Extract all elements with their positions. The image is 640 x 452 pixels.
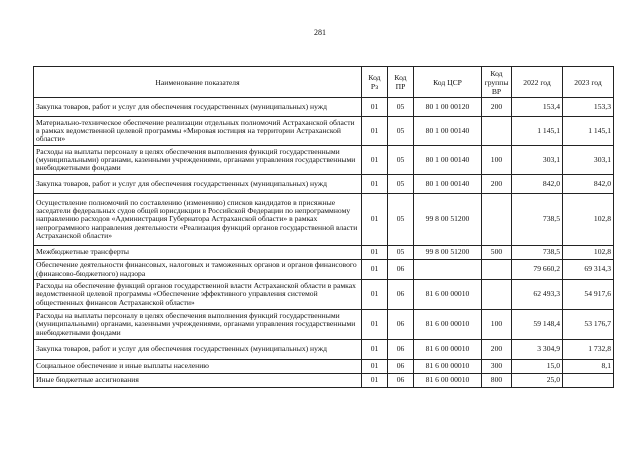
row-vr: [482, 260, 512, 280]
row-rz: 01: [362, 98, 388, 117]
row-2023: 1 145,1: [563, 117, 614, 146]
row-csr: 99 8 00 51200: [414, 194, 482, 246]
row-csr: 81 6 00 00010: [414, 280, 482, 310]
row-pr: 05: [388, 117, 414, 146]
row-csr: 80 1 00 00120: [414, 98, 482, 117]
row-rz: 01: [362, 374, 388, 388]
row-2023: 1 732,8: [563, 340, 614, 360]
table-row: [34, 98, 614, 117]
header-name: Наименование показателя: [34, 67, 362, 98]
header-2023: 2023 год: [563, 67, 614, 98]
row-rz: 01: [362, 194, 388, 246]
row-2023: 69 314,3: [563, 260, 614, 280]
row-vr: 100: [482, 310, 512, 340]
row-2023: 153,3: [563, 98, 614, 117]
row-2022: 303,1: [512, 146, 563, 175]
table-row: [34, 194, 614, 246]
row-rz: 01: [362, 360, 388, 374]
row-pr: 06: [388, 340, 414, 360]
row-2022: 1 145,1: [512, 117, 563, 146]
row-vr: [482, 117, 512, 146]
row-vr: [482, 194, 512, 246]
row-rz: 01: [362, 280, 388, 310]
row-pr: 06: [388, 360, 414, 374]
row-2022: 153,4: [512, 98, 563, 117]
row-name: Осуществление полномочий по составлению (изменению) списков кандидатов в присяжные заседатели федеральных судов общей юрисдикции в Российской Федерации по непрограммному направлению расходов «Администрация Губернатора Астраханской области» в рамках непрограммного направления деятельности «Реализация функций органов государственной власти Астраханской области»: [34, 194, 362, 246]
row-pr: 05: [388, 246, 414, 260]
row-2022: 15,0: [512, 360, 563, 374]
row-rz: 01: [362, 310, 388, 340]
header-rz: Код Рз: [362, 67, 388, 98]
row-csr: 99 8 00 51200: [414, 246, 482, 260]
row-name: Межбюджетные трансферты: [34, 246, 362, 260]
row-name: Расходы на обеспечение функций органов государственной власти Астраханской области в рамках ведомственной целевой программы «Обеспечение эффективного управления системой общественных финансов Астраханской области»: [34, 280, 362, 310]
row-2022: 79 660,2: [512, 260, 563, 280]
row-2023: 303,1: [563, 146, 614, 175]
page-number: 281: [314, 28, 326, 37]
row-rz: 01: [362, 246, 388, 260]
header-2022: 2022 год: [512, 67, 563, 98]
row-2023: 54 917,6: [563, 280, 614, 310]
table-header-row: [34, 67, 614, 98]
row-vr: 300: [482, 360, 512, 374]
row-2023: 53 176,7: [563, 310, 614, 340]
table-row: [34, 117, 614, 146]
row-name: Материально-техническое обеспечение реализации отдельных полномочий Астраханской области в рамках ведомственной целевой программы «Мировая юстиция на территории Астраханской области»: [34, 117, 362, 146]
header-csr: Код ЦСР: [414, 67, 482, 98]
row-2022: 738,5: [512, 246, 563, 260]
row-name: Обеспечение деятельности финансовых, налоговых и таможенных органов и органов финансового (финансово-бюджетного) надзора: [34, 260, 362, 280]
row-csr: 81 6 00 00010: [414, 360, 482, 374]
row-csr: 81 6 00 00010: [414, 310, 482, 340]
row-csr: 81 6 00 00010: [414, 340, 482, 360]
row-vr: 500: [482, 246, 512, 260]
row-vr: 200: [482, 98, 512, 117]
header-vr: Код группы ВР: [482, 67, 512, 98]
row-vr: 200: [482, 175, 512, 194]
header-pr: Код ПР: [388, 67, 414, 98]
table-row: [34, 280, 614, 310]
row-2022: 842,0: [512, 175, 563, 194]
row-vr: 800: [482, 374, 512, 388]
row-2022: 62 493,3: [512, 280, 563, 310]
row-rz: 01: [362, 260, 388, 280]
row-name: Закупка товаров, работ и услуг для обеспечения государственных (муниципальных) нужд: [34, 175, 362, 194]
row-2023: 102,8: [563, 194, 614, 246]
row-rz: 01: [362, 340, 388, 360]
row-rz: 01: [362, 146, 388, 175]
table-row: [34, 175, 614, 194]
row-csr: 81 6 00 00010: [414, 374, 482, 388]
table-row: [34, 340, 614, 360]
row-pr: 06: [388, 280, 414, 310]
row-pr: 05: [388, 194, 414, 246]
row-name: Закупка товаров, работ и услуг для обеспечения государственных (муниципальных) нужд: [34, 340, 362, 360]
row-name: Расходы на выплаты персоналу в целях обеспечения выполнения функций государственными (муниципальными) органами, казенными учреждениями, органами управления государственными внебюджетными фондами: [34, 310, 362, 340]
table-row: [34, 146, 614, 175]
row-rz: 01: [362, 175, 388, 194]
row-vr: 200: [482, 340, 512, 360]
row-pr: 05: [388, 175, 414, 194]
row-pr: 05: [388, 98, 414, 117]
row-2022: 3 304,9: [512, 340, 563, 360]
row-name: Закупка товаров, работ и услуг для обеспечения государственных (муниципальных) нужд: [34, 98, 362, 117]
row-csr: [414, 260, 482, 280]
table-row: [34, 360, 614, 374]
row-rz: 01: [362, 117, 388, 146]
table-row: [34, 260, 614, 280]
row-pr: 06: [388, 310, 414, 340]
budget-table: [33, 66, 614, 388]
row-name: Иные бюджетные ассигнования: [34, 374, 362, 388]
row-2022: 59 148,4: [512, 310, 563, 340]
row-vr: 100: [482, 146, 512, 175]
row-name: Социальное обеспечение и иные выплаты населению: [34, 360, 362, 374]
row-2023: 102,8: [563, 246, 614, 260]
row-vr: [482, 280, 512, 310]
table-row: [34, 246, 614, 260]
row-pr: 05: [388, 146, 414, 175]
table-row: [34, 310, 614, 340]
table-row: [34, 374, 614, 388]
row-2023: 842,0: [563, 175, 614, 194]
row-2022: 738,5: [512, 194, 563, 246]
row-csr: 80 1 00 00140: [414, 175, 482, 194]
row-2023: [563, 374, 614, 388]
row-name: Расходы на выплаты персоналу в целях обеспечения выполнения функций государственными (муниципальными) органами, казенными учреждениями, органами управления государственными внебюджетными фондами: [34, 146, 362, 175]
row-csr: 80 1 00 00140: [414, 146, 482, 175]
row-2023: 8,1: [563, 360, 614, 374]
row-csr: 80 1 00 00140: [414, 117, 482, 146]
row-pr: 06: [388, 374, 414, 388]
row-2022: 25,0: [512, 374, 563, 388]
row-pr: 06: [388, 260, 414, 280]
